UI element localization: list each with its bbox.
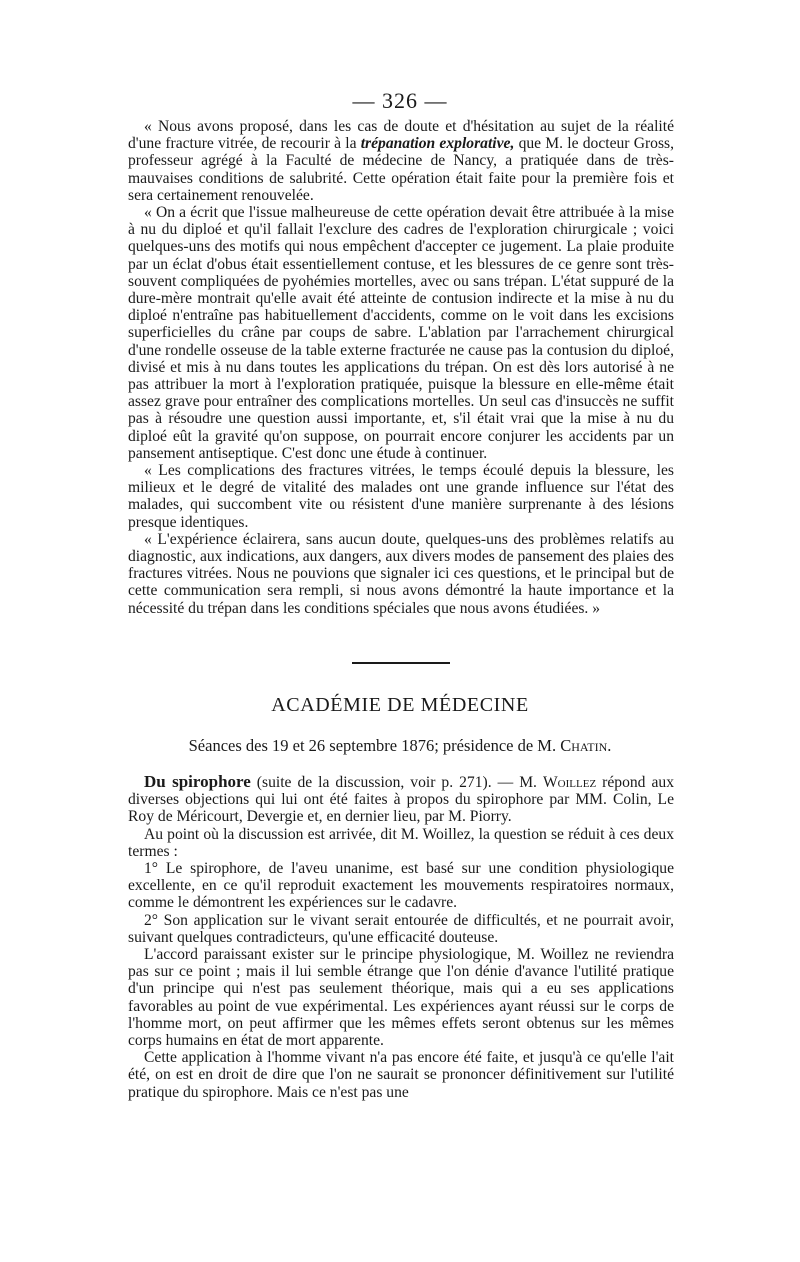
- text-run: répond aux diverses objections qui lui ont été faites à propos du spirophore par MM. Colin, Le Roy de Méricourt, Devergie et, en dernier lieu, par M. Piorry.: [128, 774, 674, 826]
- bottom-text-block: [128, 773, 674, 1101]
- paragraph-complications: « Les complications des fractures vitrées, le temps écoulé depuis la blessure, les milieux et le degré de vitalité des malades ont une grande influence sur l'état des malades, qui succombent vite ou résistent d'une manière surprenante à des lésions presque identiques.: [128, 462, 674, 531]
- paragraph-discussion: Au point où la discussion est arrivée, dit M. Woillez, la question se réduit à ces deux termes :: [128, 825, 674, 860]
- paragraph-spirophore: [128, 773, 674, 826]
- paragraph-conclusion: « L'expérience éclairera, sans aucun doute, quelques-uns des problèmes relatifs au diagnostic, aux indications, aux dangers, aux divers modes de pansement des plaies des fractures vitrées. Nous ne pouvions que signaler ici ces questions, et le principal but de cette communication sera rempli, si nous avons démontré la haute importance et la nécessité du trépan dans les conditions spéciales que nous avons étudiées. »: [128, 530, 674, 617]
- session-line: [0, 736, 800, 756]
- section-title: ACADÉMIE DE MÉDECINE: [271, 694, 529, 716]
- text-run: que M. le docteur Gross, professeur agrégé à la Faculté de médecine de Nancy, a pratiquée dans de très-mauvaises conditions de salubrité. Cette opération était faite pour la première fois et sera certainement renouvelée.: [128, 135, 674, 204]
- topic-heading: Du spirophore: [144, 772, 251, 791]
- paragraph-point-one: 1° Le spirophore, de l'aveu unanime, est basé sur une condition physiologique excellente, en ce qu'il reproduit exactement les mouvements respiratoires normaux, comme le démontrent les expériences sur le cadavre.: [128, 860, 674, 912]
- page-number: — 326 —: [352, 88, 448, 113]
- section-divider: [352, 662, 450, 664]
- paragraph-accord: L'accord paraissant exister sur le principe physiologique, M. Woillez ne reviendra pas sur ce point ; mais il lui semble étrange que l'on dénie d'avance l'utilité pratique d'un principe qui n'est pas seulement théorique, mais qui a eu ses applications favorables au point de vue expérimental. Les expériences ayant réussi sur le corps de l'homme mort, on peut affirmer que les mêmes effets seront obtenus sur les mêmes corps humains en état de mort apparente.: [128, 946, 674, 1050]
- paragraph-point-two: 2° Son application sur le vivant serait entourée de difficultés, et ne pourrait avoir, suivant quelques contradicteurs, qu'une efficacité douteuse.: [128, 911, 674, 946]
- paragraph-diploe: « On a écrit que l'issue malheureuse de cette opération devait être attribuée à la mise à nu du diploé et qu'il fallait l'exclure des cadres de l'exploration chirurgicale ; voici quelques-uns des motifs qui nous empêchent d'accepter ce jugement. La plaie produite par un éclat d'obus était essentiellement contuse, et les blessures de ce genre sont très-souvent compliquées de pyohémies mortelles, avec ou sans trépan. L'état suppuré de la dure-mère montrait qu'elle avait été atteinte de contusion indirecte et la mise à nu du diploé n'entraîne pas habituellement d'accidents, comme on le voit dans les excisions superficielles du crâne par coups de sabre. L'ablation par l'arrachement chirurgical d'une rondelle osseuse de la table externe fracturée ne cause pas la contusion du diploé, divisé et mis à nu dans toutes les applications du trépan. On est dès lors autorisé à ne pas attribuer la mort à l'exploration pratiquée, puisque la blessure en elle-même était assez grave pour entraîner des complications mortelles. Un seul cas d'insuccès ne suffit pas à résoudre une question aussi importante, et, s'il était vrai que la mise à nu du diploé eût la gravité qu'on suppose, on pourrait encore conjurer les accidents par un pansement antiseptique. C'est donc une étude à continuer.: [128, 204, 674, 462]
- paragraph-application: Cette application à l'homme vivant n'a pas encore été faite, et jusqu'à ce qu'elle l'ait été, on est en droit de dire que l'on ne saurait se prononcer définitivement sur l'utilité pratique du spirophore. Mais ce n'est pas une: [128, 1049, 674, 1101]
- text-run: (suite de la discussion, voir p. 271). — M.: [250, 774, 543, 791]
- president-name: Chatin.: [560, 736, 612, 755]
- text-run: « Nous avons proposé, dans les cas de doute et d'hésitation au sujet de la réalité d'une fracture vitrée, de recourir à la: [128, 118, 674, 153]
- paragraph-trepanation: [128, 118, 674, 204]
- top-text-block: [128, 118, 674, 617]
- session-text: Séances des 19 et 26 septembre 1876; présidence de M.: [188, 736, 561, 755]
- italic-term: trépanation explorative,: [360, 135, 515, 153]
- speaker-name: Woillez: [542, 774, 597, 791]
